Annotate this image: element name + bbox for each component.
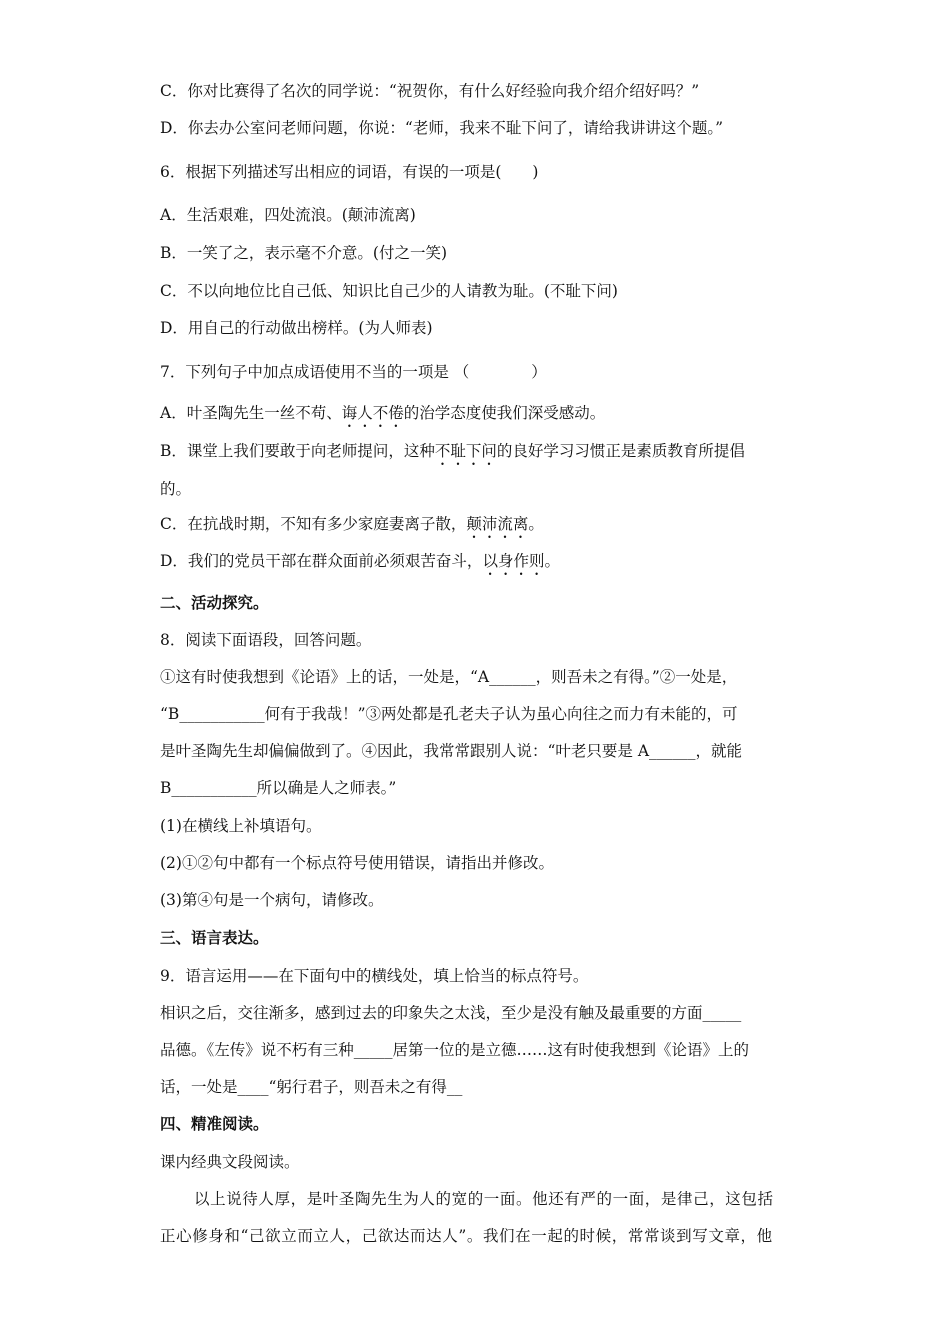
q5-option-c: C．你对比赛得了名次的同学说：“祝贺你，有什么好经验向我介绍介绍好吗？”: [160, 82, 700, 100]
emphasized-idiom: 以身作则: [482, 552, 545, 570]
q8-paragraph-line: “B___________何有于我哉！”③两处都是孔老夫子认为虽心向往之而力有未能的，可: [160, 705, 738, 723]
q6-option-a: A．生活艰难，四处流浪。(颠沛流离): [160, 206, 416, 224]
q8-paragraph-line: ①这有时使我想到《论语》上的话，一处是，“A______，则吾未之有得。”②一处是，: [160, 668, 738, 686]
section-heading: 三、语言表达。: [160, 928, 269, 947]
q6-option-d: D．用自己的行动做出榜样。(为人师表): [160, 319, 433, 337]
q9-stem: 9．语言运用——在下面句中的横线处，填上恰当的标点符号。: [160, 967, 589, 985]
q6-stem: 6．根据下列描述写出相应的词语，有误的一项是( ): [160, 163, 539, 181]
q7-option-b-cont: 的。: [160, 480, 192, 498]
q7-option-d: D．我们的党员干部在群众面前必须艰苦奋斗，以身作则。: [160, 552, 560, 570]
q7-option-a: A．叶圣陶先生一丝不苟、诲人不倦的治学态度使我们深受感动。: [160, 404, 606, 422]
emphasized-idiom: 颠沛流离: [466, 515, 529, 533]
q6-option-b: B．一笑了之，表示毫不介意。(付之一笑): [160, 244, 447, 262]
q9-line: 相识之后，交往渐多，感到过去的印象失之太浅，至少是没有触及最重要的方面_____: [160, 1004, 742, 1022]
section-heading: 四、精准阅读。: [160, 1114, 269, 1133]
q8-paragraph-line: B___________所以确是人之师表。”: [160, 779, 397, 797]
q8-paragraph-line: 是叶圣陶先生却偏偏做到了。④因此，我常常跟别人说：“叶老只要是 A______，就能: [160, 742, 743, 760]
emphasized-idiom: 诲人不倦: [341, 404, 404, 422]
emphasized-idiom: 不耻下问: [434, 442, 497, 460]
q7-option-b: B．课堂上我们要敢于向老师提问，这种不耻下问的良好学习习惯正是素质教育所提倡: [160, 442, 745, 460]
reading-passage-line: 正心修身和“己欲立而立人，己欲达而达人”。我们在一起的时候，常常谈到写文章，他: [160, 1227, 773, 1245]
q8-subquestion-1: (1)在横线上补填语句。: [160, 817, 322, 835]
section-heading: 二、活动探究。: [160, 593, 269, 612]
q8-subquestion-2: (2)①②句中都有一个标点符号使用错误，请指出并修改。: [160, 854, 554, 872]
q6-option-c: C．不以向地位比自己低、知识比自己少的人请教为耻。(不耻下问): [160, 282, 618, 300]
q7-stem: 7．下列句子中加点成语使用不当的一项是 （ ）: [160, 363, 547, 381]
q9-line: 品德。《左传》说不朽有三种_____居第一位的是立德……这有时使我想到《论语》上的: [160, 1041, 750, 1059]
q7-option-c: C．在抗战时期，不知有多少家庭妻离子散，颠沛流离。: [160, 515, 544, 533]
reading-passage-line: 以上说待人厚，是叶圣陶先生为人的宽的一面。他还有严的一面，是律己，这包括: [194, 1190, 774, 1208]
q8-subquestion-3: (3)第④句是一个病句，请修改。: [160, 891, 384, 909]
q8-stem: 8．阅读下面语段，回答问题。: [160, 631, 372, 649]
q9-line: 话，一处是____“躬行君子，则吾未之有得__: [160, 1078, 463, 1096]
q5-option-d: D．你去办公室问老师问题，你说：“老师，我来不耻下问了，请给我讲讲这个题。”: [160, 119, 724, 137]
reading-intro: 课内经典文段阅读。: [160, 1153, 300, 1171]
